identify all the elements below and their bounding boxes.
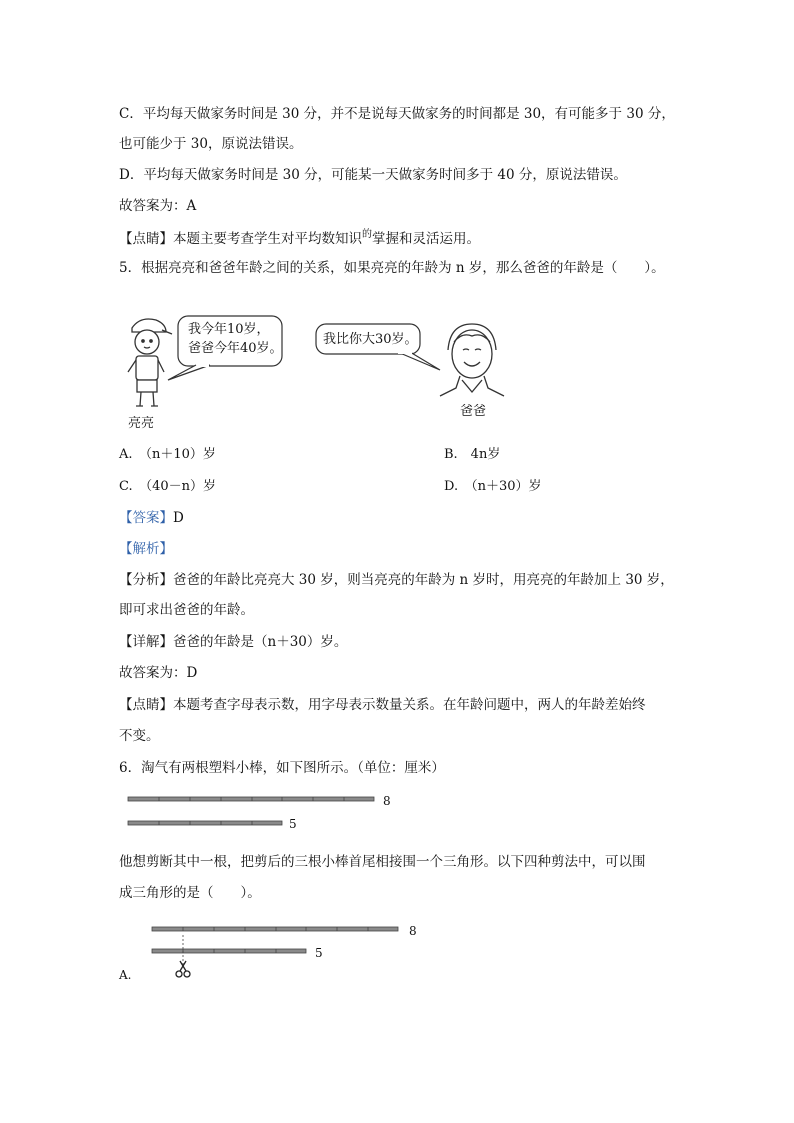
question-5-title: 5．根据亮亮和爸爸年龄之间的关系，如果亮亮的年龄为 n 岁，那么爸爸的年龄是（ ）。: [119, 260, 665, 276]
note-text-b: 掌握和灵活运用。: [372, 231, 480, 247]
caption-baba: 爸爸: [460, 404, 487, 419]
fenxi-line-2: 即可求出爸爸的年龄。: [119, 602, 254, 618]
note-sup: 的: [362, 229, 372, 240]
opt-a-rod-short: [152, 949, 306, 953]
answer-line: [119, 508, 184, 528]
fenxi-line-1: [119, 570, 674, 590]
opt-a-rod-short-label: 5: [315, 946, 323, 960]
xiangjie-line: [119, 632, 347, 652]
option-c-line-1: C．平均每天做家务时间是 30 分，并不是说每天做家务的时间都是 30，有可能多于 30 分，: [119, 106, 675, 122]
option-c-line-2: 也可能少于 30，原说法错误。: [119, 136, 303, 152]
caption-liangliang: 亮亮: [128, 416, 155, 431]
question-6-title: 6．淘气有两根塑料小棒，如下图所示。（单位：厘米）: [119, 760, 445, 776]
bubble-right-text: 我比你大30岁。: [323, 332, 418, 347]
final-answer-line: 故答案为：D: [119, 665, 198, 681]
dianjing-line-2: 不变。: [119, 728, 160, 744]
dad-illustration: [440, 324, 504, 396]
option-c: C. （40－n）岁: [119, 479, 217, 494]
rod-long-label: 8: [383, 794, 391, 808]
dianjing-text-1: 本题考查字母表示数，用字母表示数量关系。在年龄问题中，两人的年龄差始终: [173, 697, 646, 713]
dianjing-line-1: [119, 695, 646, 715]
rods-figure: [126, 795, 386, 829]
option-b: B. 4n岁: [444, 447, 501, 462]
note-tag: 【点睛】: [119, 231, 173, 247]
option-a: A. （n＋10）岁: [119, 447, 216, 462]
analysis-tag: 【解析】: [119, 541, 173, 557]
rod-short-label: 5: [289, 817, 297, 831]
question-6-text-1: 他想剪断其中一根，把剪后的三根小棒首尾相接围一个三角形。以下四种剪法中，可以围: [119, 854, 646, 870]
fenxi-text-1: 爸爸的年龄比亮亮大 30 岁，则当亮亮的年龄为 n 岁时，用亮亮的年龄加上 30 岁，: [173, 572, 674, 588]
answer-value: D: [173, 510, 184, 526]
boy-illustration: [128, 319, 172, 406]
bubble-left-line-2: 爸爸今年40岁。: [188, 341, 283, 356]
answer-a-line: 故答案为：A: [119, 198, 197, 214]
note-text-a: 本题主要考查学生对平均数知识: [173, 231, 362, 247]
xiangjie-text: 爸爸的年龄是（n＋30）岁。: [173, 634, 348, 650]
rod-long: [128, 797, 374, 801]
rod-short: [128, 821, 282, 825]
option-d-line: D．平均每天做家务时间是 30 分，可能某一天做家务时间多于 40 分，原说法错误。: [119, 167, 627, 183]
bubble-left-text: [188, 320, 283, 358]
dianjing-tag: 【点睛】: [119, 697, 173, 713]
note-4-line: [119, 229, 480, 251]
fenxi-tag: 【分析】: [119, 572, 173, 588]
option-d: D. （n＋30）岁: [444, 479, 542, 494]
xiangjie-tag: 【详解】: [119, 634, 173, 650]
option-a-label: A.: [119, 968, 132, 982]
question-6-text-2: 成三角形的是（ ）。: [119, 885, 261, 901]
bubble-left-line-1: 我今年10岁，: [188, 322, 270, 337]
opt-a-rod-long-label: 8: [409, 924, 417, 938]
answer-tag: 【答案】: [119, 510, 173, 526]
opt-a-rod-long: [152, 927, 398, 931]
option-a-figure: [150, 925, 410, 980]
